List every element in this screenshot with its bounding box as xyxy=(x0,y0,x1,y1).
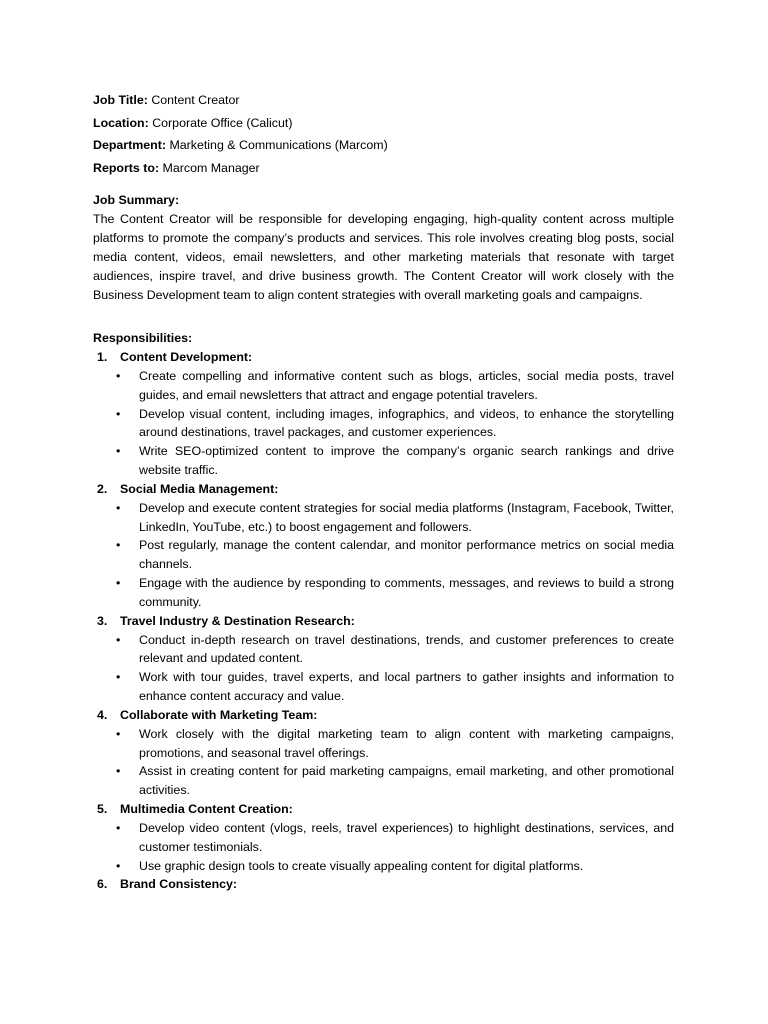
list-item-text: Assist in creating content for paid marketing campaigns, email marketing, and other promotional activities. xyxy=(139,764,674,798)
section-title xyxy=(93,800,674,819)
meta-reports-to xyxy=(93,157,674,180)
bullet-icon: • xyxy=(116,764,121,779)
section-title xyxy=(93,875,674,894)
list-item xyxy=(93,819,674,857)
list-item xyxy=(93,367,674,405)
responsibilities-list xyxy=(93,348,674,894)
meta-value: Marketing & Communications (Marcom) xyxy=(169,138,388,152)
job-meta xyxy=(93,89,674,179)
bullet-icon: • xyxy=(116,406,121,421)
bullet-icon: • xyxy=(116,500,121,515)
section-title-text: Collaborate with Marketing Team: xyxy=(120,707,318,722)
list-item xyxy=(93,499,674,537)
list-item-text: Use graphic design tools to create visually appealing content for digital platforms. xyxy=(139,858,584,873)
section-title-text: Brand Consistency: xyxy=(120,877,238,892)
section-title-text: Social Media Management: xyxy=(120,481,279,496)
bullet-icon: • xyxy=(116,369,121,383)
list-item xyxy=(93,857,674,876)
meta-job-title xyxy=(93,89,674,112)
responsibility-section xyxy=(93,800,674,875)
meta-value: Content Creator xyxy=(151,93,240,107)
list-item-text: Develop visual content, including images, infographics, and videos, to enhance the storytelling around destinations, travel packages, and customer experiences. xyxy=(139,406,674,440)
list-item-text: Write SEO-optimized content to improve the company’s organic search rankings and drive website traffic. xyxy=(139,444,674,477)
list-item-text: Engage with the audience by responding to comments, messages, and reviews to build a strong community. xyxy=(139,575,674,609)
bullet-icon: • xyxy=(116,820,121,835)
bullet-list xyxy=(93,499,674,612)
bullet-icon: • xyxy=(116,575,121,590)
list-item-text: Conduct in-depth research on travel destinations, trends, and customer preferences to create relevant and updated content. xyxy=(139,632,674,666)
bullet-icon: • xyxy=(116,670,121,685)
meta-location xyxy=(93,112,674,135)
responsibility-section xyxy=(93,706,674,800)
bullet-icon: • xyxy=(116,726,121,741)
meta-label: Location: xyxy=(93,115,149,130)
meta-label: Reports to: xyxy=(93,160,160,175)
section-title-text: Multimedia Content Creation: xyxy=(120,801,293,816)
job-summary-heading: Job Summary: xyxy=(93,193,180,207)
list-item xyxy=(93,762,674,800)
bullet-list xyxy=(93,819,674,875)
section-title xyxy=(93,348,674,367)
section-number: 5. xyxy=(97,801,108,816)
section-title xyxy=(93,612,674,631)
bullet-icon: • xyxy=(116,538,121,553)
list-item xyxy=(93,668,674,706)
section-number: 2. xyxy=(97,481,108,496)
section-title xyxy=(93,706,674,725)
list-item xyxy=(93,574,674,612)
job-summary-text: The Content Creator will be responsible for developing engaging, high-quality content across multiple platforms to promote the company’s products and services. This role involves creating blog posts, social media content, videos, email newsletters, and other marketing materials that resonate with target audiences, inspire travel, and drive business growth. The Content Creator will work closely with the Business Development team to align content strategies with overall marketing goals and campaigns. xyxy=(93,212,674,302)
section-number: 4. xyxy=(97,707,108,722)
list-item xyxy=(93,405,674,443)
list-item-text: Create compelling and informative content such as blogs, articles, social media posts, travel guides, and email newsletters that attract and engage potential travelers. xyxy=(139,369,674,402)
responsibilities-heading: Responsibilities: xyxy=(93,331,193,345)
document-body xyxy=(93,89,674,894)
meta-value: Corporate Office (Calicut) xyxy=(152,115,293,130)
section-number: 6. xyxy=(97,877,108,892)
responsibility-section xyxy=(93,875,674,894)
list-item-text: Work with tour guides, travel experts, and local partners to gather insights and information to enhance content accuracy and value. xyxy=(139,670,674,703)
list-item-text: Work closely with the digital marketing team to align content with marketing campaigns, promotions, and seasonal travel offerings. xyxy=(139,726,674,760)
list-item xyxy=(93,725,674,763)
list-item xyxy=(93,536,674,574)
meta-label: Department: xyxy=(93,138,166,152)
responsibility-section xyxy=(93,480,674,612)
bullet-icon: • xyxy=(116,858,121,873)
section-title xyxy=(93,480,674,499)
responsibility-section xyxy=(93,348,674,480)
meta-label: Job Title: xyxy=(93,93,148,107)
responsibility-section xyxy=(93,612,674,706)
section-number: 1. xyxy=(97,350,108,364)
bullet-list xyxy=(93,367,674,480)
meta-value: Marcom Manager xyxy=(162,160,260,175)
section-title-text: Travel Industry & Destination Research: xyxy=(120,613,355,628)
list-item-text: Develop and execute content strategies for social media platforms (Instagram, Facebook, Twitter, LinkedIn, YouTube, etc.) to boost engagement and followers. xyxy=(139,500,674,534)
bullet-icon: • xyxy=(116,444,121,459)
section-number: 3. xyxy=(97,613,108,628)
list-item xyxy=(93,631,674,669)
bullet-list xyxy=(93,631,674,706)
bullet-list xyxy=(93,725,674,800)
list-item xyxy=(93,442,674,480)
bullet-icon: • xyxy=(116,632,121,647)
meta-department xyxy=(93,134,674,157)
list-item-text: Post regularly, manage the content calendar, and monitor performance metrics on social media channels. xyxy=(139,538,674,572)
section-title-text: Content Development: xyxy=(120,350,253,364)
list-item-text: Develop video content (vlogs, reels, travel experiences) to highlight destinations, services, and customer testimonials. xyxy=(139,820,674,854)
